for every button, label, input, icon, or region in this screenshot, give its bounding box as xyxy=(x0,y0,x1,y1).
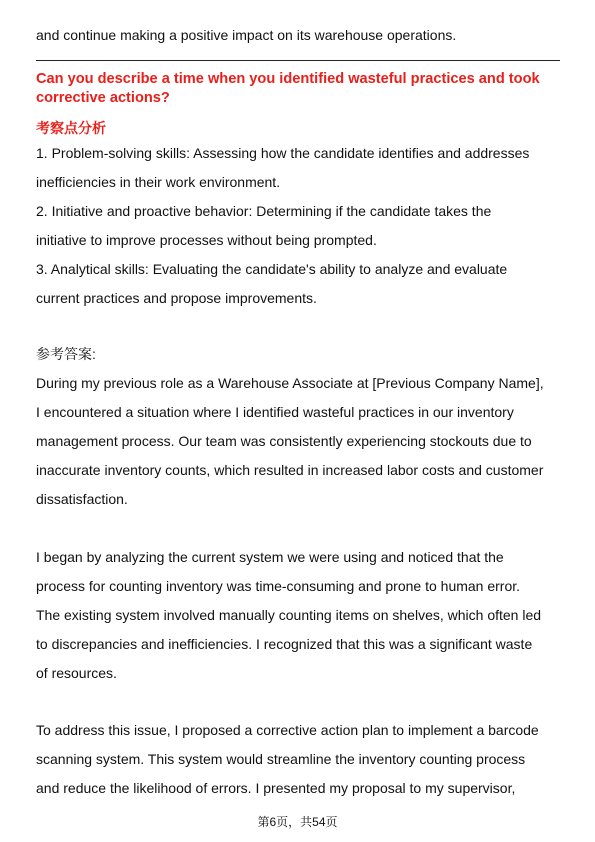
answer-line: to discrepancies and inefficiencies. I recognized that this was a significant waste xyxy=(36,636,533,652)
question-line: corrective actions? xyxy=(36,90,170,106)
answer-line: I began by analyzing the current system we were using and noticed that the xyxy=(36,549,504,565)
analysis-points xyxy=(36,139,560,313)
section-divider xyxy=(36,60,560,61)
analysis-label: 考察点分析 xyxy=(36,120,106,136)
answer-line: I encountered a situation where I identified wasteful practices in our inventory xyxy=(36,404,514,420)
answer-line: During my previous role as a Warehouse Associate at [Previous Company Name], xyxy=(36,375,544,391)
answer-line: dissatisfaction. xyxy=(36,491,128,507)
answer-paragraph xyxy=(36,369,560,514)
answer-line: To address this issue, I proposed a corrective action plan to implement a barcode xyxy=(36,722,539,738)
analysis-line: 2. Initiative and proactive behavior: Determining if the candidate takes the xyxy=(36,203,492,219)
analysis-line: initiative to improve processes without being prompted. xyxy=(36,232,377,248)
question-line: Can you describe a time when you identified wasteful practices and took xyxy=(36,71,540,87)
answer-line: management process. Our team was consistently experiencing stockouts due to xyxy=(36,433,532,449)
analysis-line: 1. Problem-solving skills: Assessing how the candidate identifies and addresses xyxy=(36,145,530,161)
answer-line: inaccurate inventory counts, which resulted in increased labor costs and customer xyxy=(36,462,544,478)
answer-line: scanning system. This system would streamline the inventory counting process xyxy=(36,751,526,767)
analysis-line: 3. Analytical skills: Evaluating the candidate's ability to analyze and evaluate xyxy=(36,261,508,277)
analysis-line: current practices and propose improvements. xyxy=(36,290,317,306)
answer-line: of resources. xyxy=(36,665,117,681)
page-footer: 第6页，共54页 xyxy=(257,815,338,829)
answer-line: and reduce the likelihood of errors. I presented my proposal to my supervisor, xyxy=(36,780,516,796)
answer-paragraph xyxy=(36,543,560,688)
question-heading xyxy=(36,70,560,108)
answer-label: 参考答案: xyxy=(36,346,96,362)
answer-line: The existing system involved manually counting items on shelves, which often led xyxy=(36,607,542,623)
answer-paragraph xyxy=(36,716,560,803)
answer-line: process for counting inventory was time-consuming and prone to human error. xyxy=(36,578,521,594)
analysis-line: inefficiencies in their work environment. xyxy=(36,174,281,190)
intro-text: and continue making a positive impact on its warehouse operations. xyxy=(36,27,457,43)
